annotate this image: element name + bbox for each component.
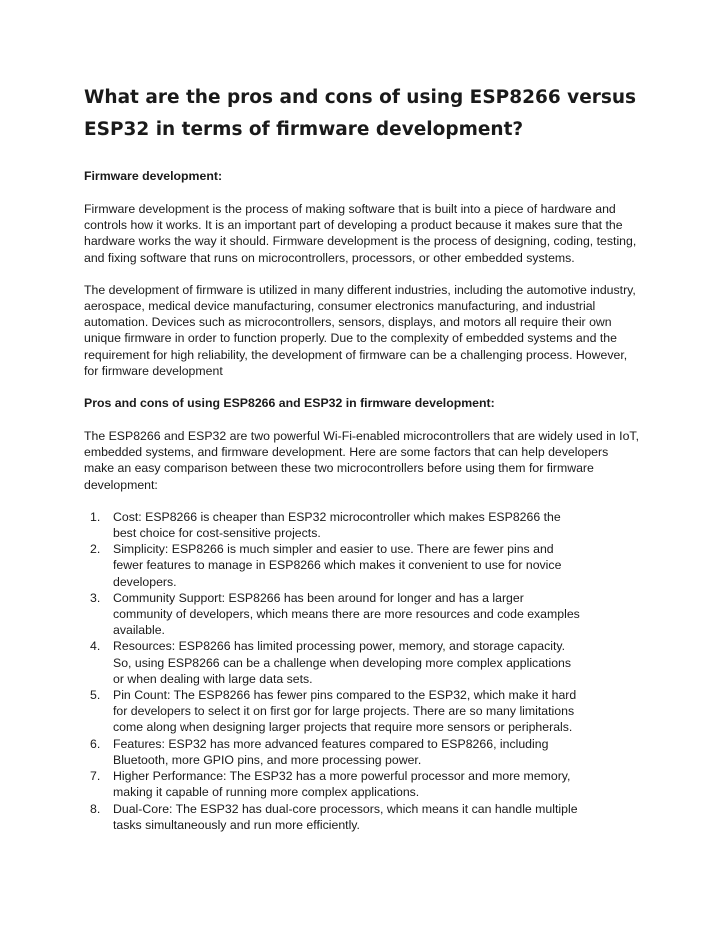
section-heading-firmware: Firmware development: [84,169,223,183]
list-text: Higher Performance: The ESP32 has a more powerful processor and more memory, making it capable of running more complex applications. [113,769,571,800]
list-item [84,541,640,590]
section-heading-pros-cons: Pros and cons of using ESP8266 and ESP32 in firmware development: [84,396,495,411]
list-item [84,736,640,768]
list-text: Community Support: ESP8266 has been around for longer and has a larger community of developers, which means there are more resources and code examples available. [113,590,580,638]
list-number: 6. [90,736,101,751]
list-item [84,801,640,833]
paragraph: The ESP8266 and ESP32 are two powerful Wi-Fi-enabled microcontrollers that are widely used in IoT, embedded systems, and firmware development. Here are some factors that can help developers make an easy comparison between these two microcontrollers before using them for firmware development: [84,429,639,492]
list-number: 7. [90,769,101,784]
page-title: What are the pros and cons of using ESP8266 versus ESP32 in terms of firmware development? [84,87,637,140]
comparison-list [84,509,640,833]
list-text: Simplicity: ESP8266 is much simpler and easier to use. There are fewer pins and fewer features to manage in ESP8266 which makes it convenient to use for novice developers. [113,542,562,589]
list-text: Cost: ESP8266 is cheaper than ESP32 microcontroller which makes ESP8266 the best choice for cost-sensitive projects. [113,509,561,541]
list-number: 1. [90,509,101,524]
list-text: Pin Count: The ESP8266 has fewer pins compared to the ESP32, which make it hard for developers to select it on first gor for large projects. There are so many limitations come along when designing larger projects that require more sensors or peripherals. [113,688,577,735]
list-number: 4. [90,639,101,654]
list-number: 8. [90,801,101,816]
list-text: Resources: ESP8266 has limited processing power, memory, and storage capacity. So, using ESP8266 can be a challenge when developing more complex applications or when dealing with large data sets. [113,639,572,686]
list-number: 3. [90,590,101,605]
list-item [84,590,640,639]
paragraph: The development of firmware is utilized in many different industries, including the automotive industry, aerospace, medical device manufacturing, consumer electronics manufacturing, and industrial automation. Devices such as microcontrollers, sensors, displays, and motors all require their own unique firmware in order to function properly. Due to the complexity of embedded systems and the requirement for high reliability, the development of firmware can be a challenging process. However, for firmware development [84,282,636,378]
list-item [84,768,640,800]
paragraph: Firmware development is the process of making software that is built into a piece of hardware and controls how it works. It is an important part of developing a product because it makes sure that the hardware works the way it should. Firmware development is the process of designing, coding, testing, and fixing software that runs on microcontrollers, processors, or other embedded systems. [84,202,637,265]
list-item [84,638,640,687]
document-page [84,82,640,833]
list-text: Features: ESP32 has more advanced features compared to ESP8266, including Bluetooth, more GPIO pins, and more processing power. [113,736,549,767]
list-number: 5. [90,688,101,703]
list-number: 2. [90,542,101,557]
list-item [84,509,640,541]
list-text: Dual-Core: The ESP32 has dual-core processors, which means it can handle multiple tasks simultaneously and run more efficiently. [113,801,578,832]
list-item [84,687,640,736]
